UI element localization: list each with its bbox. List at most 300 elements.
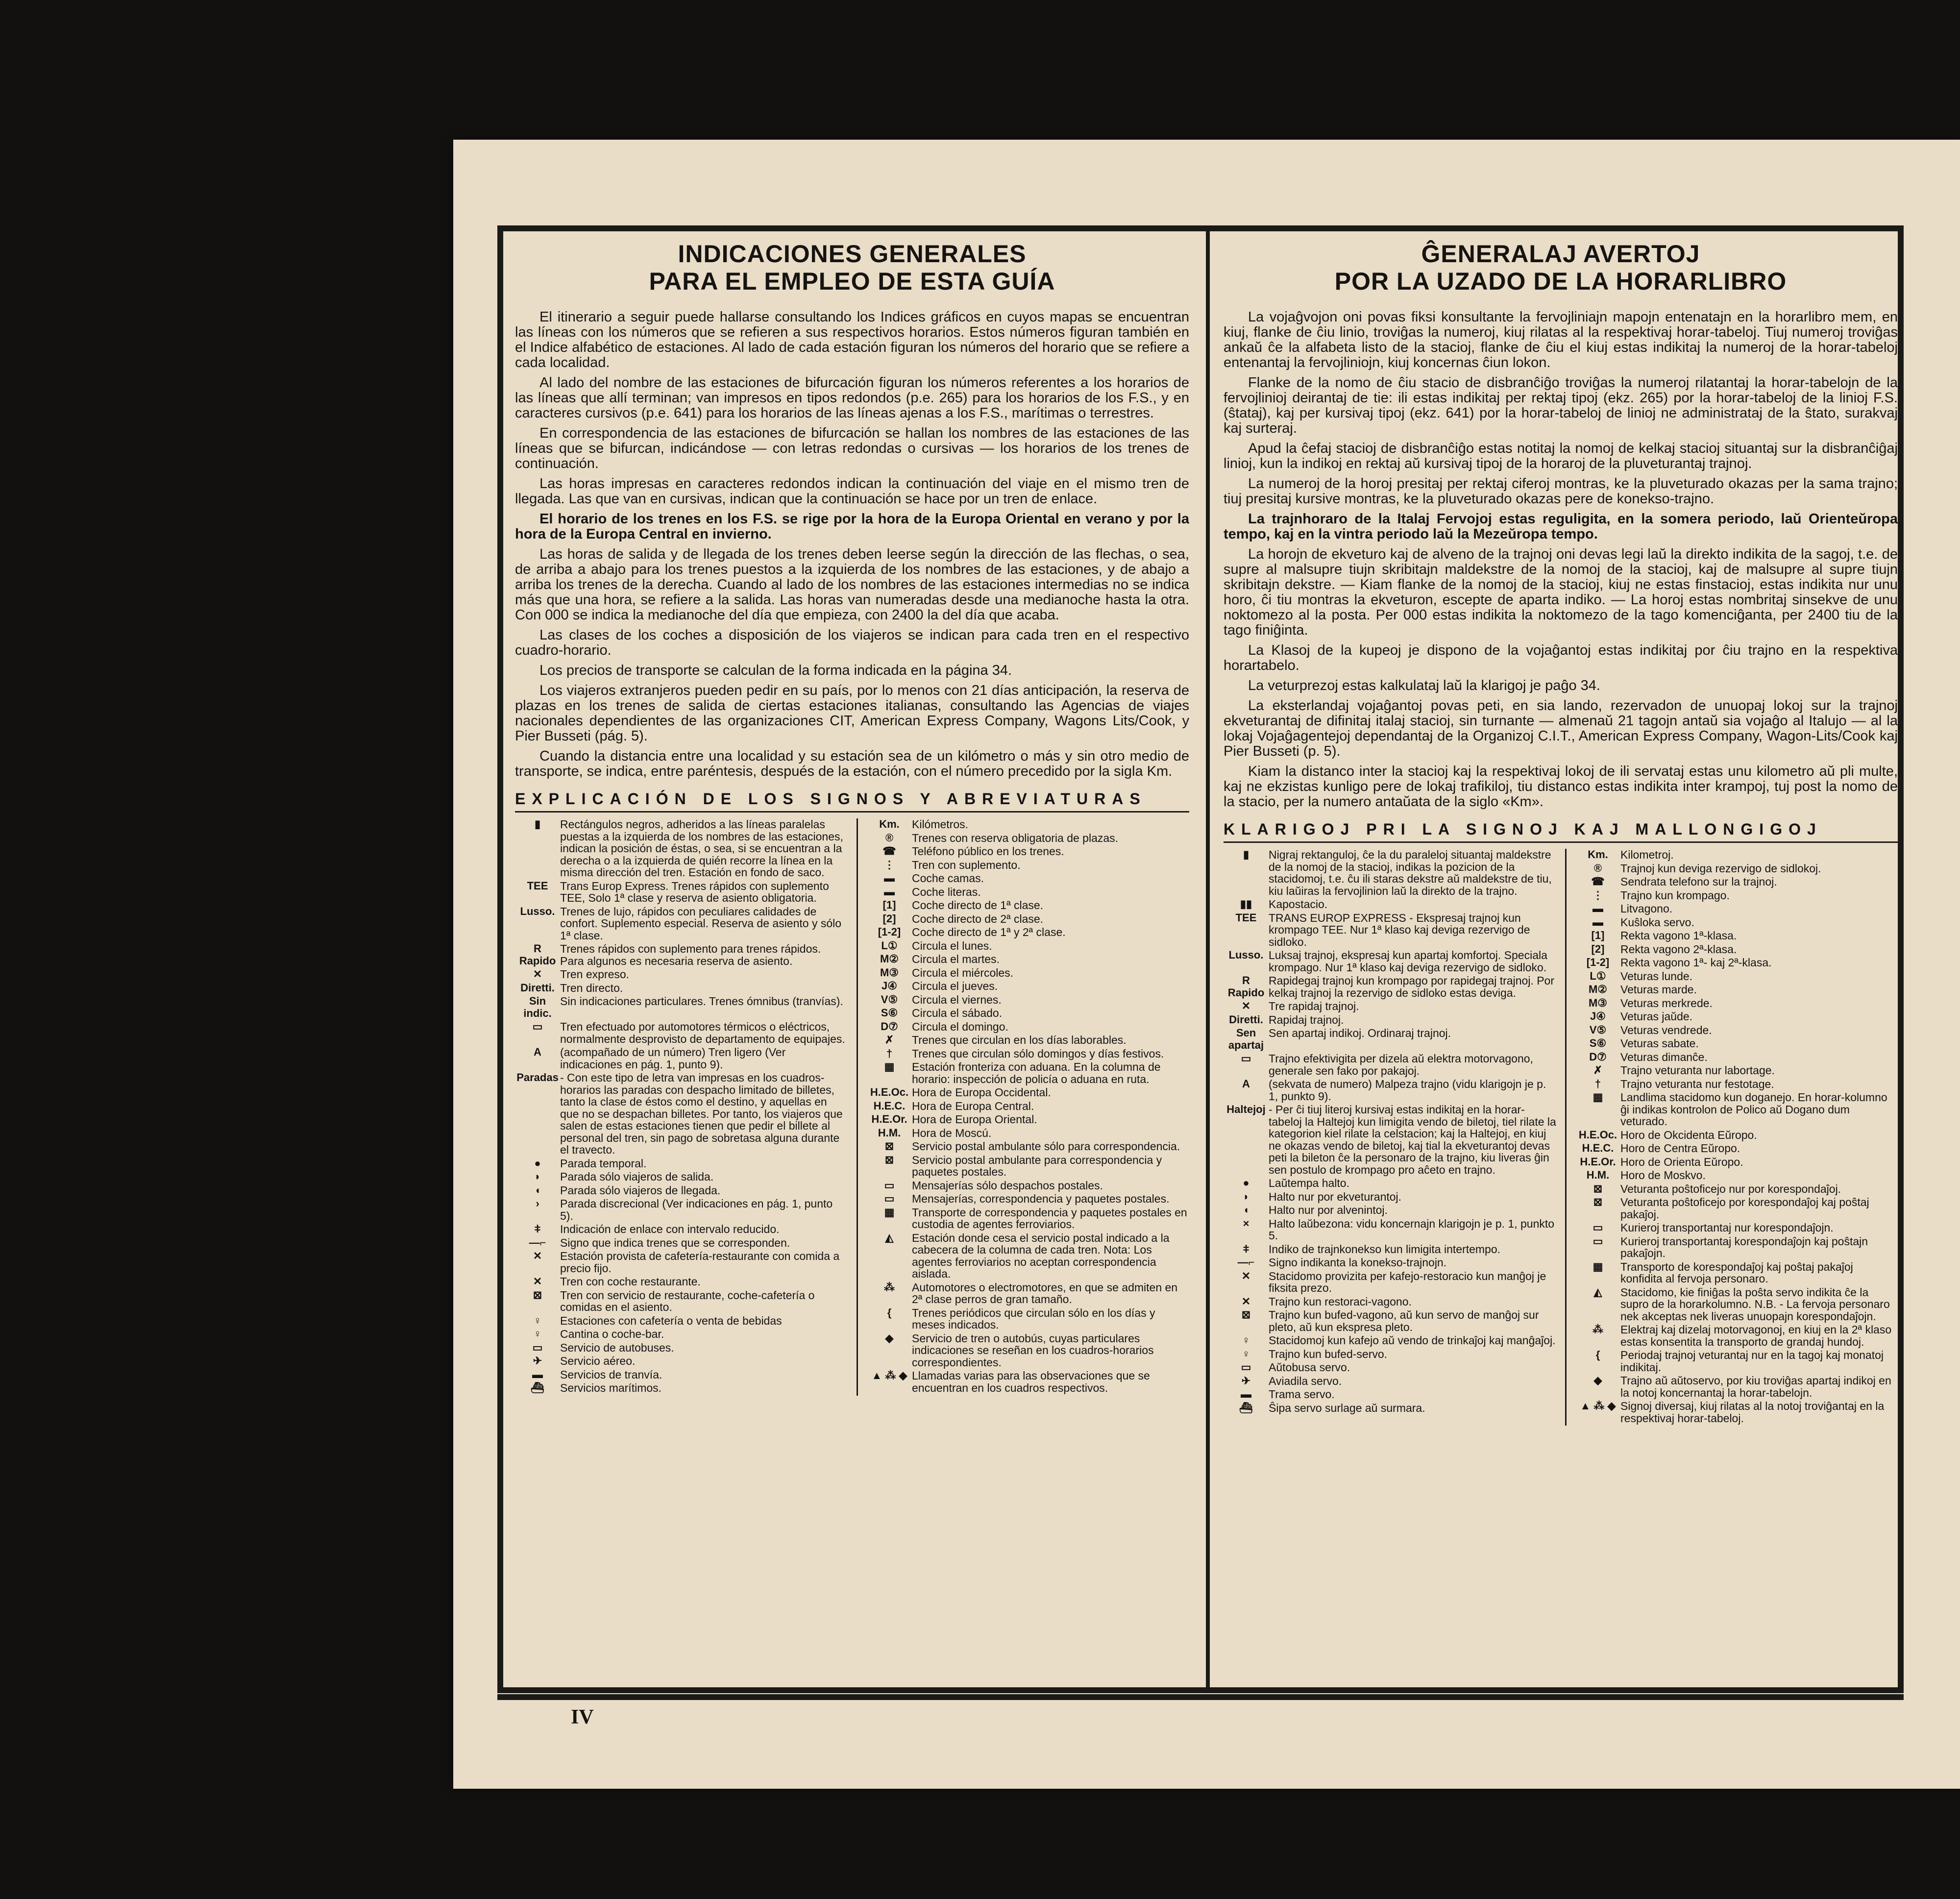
legend-description: (acompañado de un número) Tren ligero (Ver indicaciones en pág. 1, punto 9). [560, 1046, 786, 1071]
legend-description: Coche directo de 2ª clase. [912, 912, 1044, 925]
esperanto-column [1224, 231, 1898, 1687]
legend-description: Hora de Moscú. [912, 1126, 992, 1139]
legend-description: Veturas lunde. [1620, 969, 1693, 983]
spanish-title-line-2: PARA EL EMPLEO DE ESTA GUÍA [649, 268, 1055, 295]
legend-description: Sendrata telefono sur la trajnoj. [1620, 875, 1777, 888]
legend-entry [1224, 912, 1556, 948]
legend-entry [1575, 1196, 1898, 1220]
legend-entry [867, 1061, 1189, 1085]
legend-description: Servicio aéreo. [560, 1355, 636, 1367]
legend-symbol: Sen apartaj [1228, 1027, 1264, 1051]
legend-entry [1224, 1177, 1556, 1189]
legend-description: Kuŝloka servo. [1620, 915, 1694, 929]
legend-symbol: M② [1588, 983, 1608, 995]
legend-symbol: † [1594, 1077, 1601, 1090]
legend-entry [1224, 1078, 1556, 1102]
legend-entry [1224, 1375, 1556, 1387]
legend-symbol: ⋮ [884, 858, 895, 871]
paragraph: Al lado del nombre de las estaciones de bifurcación figuran los números referentes a los horarios de las líneas que allí terminan; van impresos en tipos redondos (p.e. 265) para los horarios de los F.S., y en caracteres cursivos (p.e. 641) para los horarios de las líneas ajenas a los F.S., marítimas o terrestres. [515, 375, 1189, 421]
legend-symbol: [2] [882, 912, 896, 925]
legend-symbol: H.M. [878, 1126, 901, 1139]
legend-description: Kilómetros. [912, 818, 969, 831]
paragraph: Los precios de transporte se calculan de la forma indicada en la página 34. [539, 663, 1012, 678]
legend-symbol: —⌐ [529, 1236, 546, 1249]
legend-entry [867, 1370, 1189, 1394]
column-divider [1206, 231, 1210, 1687]
legend-symbol: ✕ [533, 1275, 542, 1287]
spanish-signs-left [515, 818, 858, 1396]
legend-symbol: ▭ [1241, 1052, 1251, 1064]
legend-symbol: ◭ [885, 1231, 894, 1244]
legend-description: Tre rapidaj trajnoj. [1269, 1000, 1359, 1012]
legend-symbol: ▬ [1592, 915, 1603, 928]
legend-symbol: M③ [880, 966, 899, 979]
legend-symbol: ▦ [1592, 1260, 1603, 1273]
legend-symbol: ▭ [532, 1020, 543, 1033]
legend-entry [867, 899, 1189, 912]
legend-symbol: H.E.Or. [871, 1113, 907, 1125]
legend-description: Hora de Europa Oriental. [912, 1113, 1037, 1126]
legend-symbol: Diretti. [1229, 1013, 1263, 1026]
legend-symbol: ✕ [1241, 1269, 1251, 1282]
legend-description: Trajno aŭ aŭtoservo, por kiu troviĝas apartaj indikoj en la notoj koncernantaj la horar-tabelojn. [1620, 1374, 1891, 1399]
legend-symbol: ▬ [1241, 1388, 1251, 1400]
legend-symbol: ⊠ [1241, 1308, 1251, 1321]
legend-entry [1224, 849, 1556, 897]
paragraph: Flanke de la nomo de ĉiu stacio de disbranĉiĝo troviĝas la numeroj rilatantaj la horar-tabelojn de la fervojlinioj deirantaj de tie: ili estas indikitaj per rektaj tipoj (ekz. 265) por la horar-tabeloj de la linioj F.S. (ŝtataj), kaj per kursivaj tipoj (ekz. 641) por la horar-tabeloj de linioj ne administrataj de la ŝtato, surakvaj kaj surteraj. [1224, 375, 1898, 436]
spanish-column [515, 231, 1189, 1687]
legend-description: Parada temporal. [560, 1157, 647, 1170]
legend-entry [867, 832, 1189, 844]
legend-entry [1575, 903, 1898, 915]
legend-symbol: H.E.Oc. [1578, 1128, 1617, 1141]
legend-symbol: ▬ [884, 872, 895, 884]
legend-entry [867, 1282, 1189, 1306]
legend-entry [515, 1276, 848, 1288]
legend-entry [515, 1250, 848, 1274]
legend-description: Trajno efektivigita per dizela aŭ elektra motorvagono, generale sen fako por pakajoj. [1269, 1052, 1533, 1077]
legend-symbol: ⊠ [533, 1288, 542, 1301]
legend-symbol: —⌐ [1237, 1256, 1255, 1268]
legend-entry [867, 872, 1189, 885]
legend-entry [867, 1034, 1189, 1046]
legend-description: Landlima stacidomo kun doganejo. En horar-kolumno ĝi indikas kontrolon de Polico aŭ Dogano dum veturado. [1620, 1091, 1887, 1128]
legend-description: Circula el viernes. [912, 993, 1002, 1006]
legend-description: Nigraj rektanguloj, ĉe la du paraleloj situantaj maldekstre de la nomoj de la stacioj, indikas la pozicion de la stacidomoj, t.e. ĉu ili staras dekstre aŭ maldekstre de tiu, kiu laŭiras la fervojlinion laŭ la direkto de la trajno. [1269, 848, 1552, 897]
legend-symbol: H.E.Or. [1580, 1155, 1616, 1168]
legend-symbol: ✈ [533, 1355, 542, 1367]
legend-entry [1575, 1156, 1898, 1168]
legend-description: Llamadas varias para las observaciones que se encuentran en los cuadros respectivos. [912, 1369, 1150, 1394]
legend-symbol: ▭ [1592, 1221, 1603, 1233]
legend-entry [515, 1223, 848, 1235]
legend-symbol: M③ [1588, 996, 1608, 1009]
legend-description: Aviadila servo. [1269, 1374, 1342, 1387]
legend-symbol: ⊠ [1593, 1196, 1603, 1208]
legend-description: Servicios de tranvía. [560, 1368, 662, 1381]
legend-symbol: ☎ [882, 845, 896, 857]
legend-symbol: ▲ ⁂ ◆ [871, 1369, 907, 1381]
legend-description: Trama servo. [1269, 1388, 1335, 1401]
legend-entry [515, 880, 848, 904]
legend-description: Stacidomoj kun kafejo aŭ vendo de trinkaĵoj kaj manĝaĵoj. [1269, 1334, 1556, 1347]
legend-symbol: ▬ [1592, 902, 1603, 914]
legend-description: Ŝipa servo surlage aŭ surmara. [1269, 1401, 1425, 1414]
legend-entry [867, 953, 1189, 965]
legend-description: Trenes de lujo, rápidos con peculiares calidades de confort. Suplemento especial. Reserva de asiento y sólo 1ª clase. [560, 905, 842, 942]
legend-entry [867, 1232, 1189, 1280]
legend-entry [515, 1382, 848, 1394]
esperanto-signs-left [1224, 849, 1567, 1426]
legend-description: Veturas vendrede. [1620, 1023, 1712, 1036]
legend-symbol: ✗ [884, 1034, 894, 1046]
legend-symbol: ⊠ [1593, 1182, 1603, 1195]
legend-entry [1224, 1270, 1556, 1294]
esperanto-signs-heading: KLARIGOJ PRI LA SIGNOJ KAJ MALLONGIGOJ [1224, 820, 1898, 843]
legend-description: Estación fronteriza con aduana. En la columna de horario: inspección de policía o aduana en ruta. [912, 1060, 1161, 1085]
legend-description: Trajno veturanta nur labortage. [1620, 1064, 1775, 1077]
legend-description: Trenes rápidos con suplemento para trenes rápidos. Para algunos es necesaria reserva de asiento. [560, 942, 821, 967]
legend-entry [1575, 1286, 1898, 1323]
legend-entry [867, 886, 1189, 898]
legend-description: Stacidomo provizita per kafejo-restoracio kun manĝoj je fiksita prezo. [1269, 1269, 1546, 1294]
legend-entry [867, 1140, 1189, 1153]
paragraph: La veturprezoj estas kalkulataj laŭ la klarigoj je paĝo 34. [1248, 678, 1600, 693]
legend-symbol: ▮▮ [1240, 898, 1252, 910]
legend-symbol: ▮ [1243, 848, 1250, 861]
legend-entry [515, 968, 848, 981]
legend-description: Estaciones con cafetería o venta de bebidas [560, 1314, 782, 1327]
legend-symbol: † [886, 1047, 893, 1060]
legend-entry [867, 1048, 1189, 1060]
legend-entry [1575, 876, 1898, 888]
legend-entry [867, 818, 1189, 831]
legend-description: Coche directo de 1ª y 2ª clase. [912, 926, 1066, 938]
legend-entry [1575, 997, 1898, 1010]
legend-description: Litvagono. [1620, 902, 1673, 915]
legend-entry [1575, 1235, 1898, 1259]
paragraph: La trajnhoraro de la Italaj Fervojoj estas reguligita, en la somera periodo, laŭ Orienteŭropa tempo, kaj en la vintra periodo laŭ la Mezeŭropa tempo. [1224, 511, 1898, 542]
legend-entry [867, 1207, 1189, 1231]
legend-description: Elektraj kaj dizelaj motorvagonoj, en kiuj en la 2ª klaso estas konsentita la transporto de grandaj hundoj. [1620, 1323, 1892, 1348]
legend-symbol: Lusso. [520, 905, 555, 917]
legend-description: Parada discrecional (Ver indicaciones en pág. 1, punto 5). [560, 1197, 833, 1222]
legend-entry [867, 994, 1189, 1006]
legend-entry [1575, 1091, 1898, 1128]
legend-symbol: H.E.Oc. [870, 1086, 909, 1098]
legend-description: Transporte de correspondencia y paquetes postales en custodia de agentes ferroviarios. [912, 1206, 1187, 1231]
legend-symbol: Haltejoj [1226, 1103, 1266, 1115]
legend-description: Circula el sábado. [912, 1007, 1003, 1019]
legend-symbol: ♀ [533, 1314, 542, 1327]
legend-description: Coche directo de 1ª clase. [912, 899, 1044, 912]
legend-description: Laŭtempa halto. [1269, 1177, 1349, 1189]
legend-entry [515, 1237, 848, 1249]
legend-symbol: ▲ ⁂ ◆ [1580, 1400, 1616, 1412]
legend-symbol: ◭ [1593, 1285, 1602, 1298]
legend-description: Circula el miércoles. [912, 966, 1014, 979]
paragraph: Apud la ĉefaj stacioj de disbranĉiĝo estas notitaj la nomoj de kelkaj stacioj situantaj sur la disbranĉiĝaj linioj, kun la indikoj en rektaj aŭ kursivaj tipoj de la horaroj de la pluveturantaj trajnoj. [1224, 441, 1898, 471]
legend-symbol: ♀ [1242, 1334, 1250, 1346]
legend-entry [1575, 1037, 1898, 1050]
legend-symbol: ● [534, 1157, 541, 1169]
legend-entry [1224, 975, 1556, 999]
legend-description: Servicios marítimos. [560, 1381, 662, 1394]
legend-symbol: H.M. [1586, 1169, 1610, 1181]
bottom-rule [497, 1694, 1904, 1700]
legend-entry [515, 1198, 848, 1222]
paragraph: El horario de los trenes en los F.S. se rige por la hora de la Europa Oriental en verano y por la hora de la Europa Central en invierno. [515, 511, 1189, 542]
legend-symbol: ▭ [1241, 1361, 1251, 1373]
legend-entry [867, 940, 1189, 952]
legend-symbol: ◗ [1243, 1190, 1250, 1203]
legend-description: Trenes que circulan en los días laborables. [912, 1034, 1127, 1046]
legend-entry [1224, 1388, 1556, 1401]
legend-description: Veturanta poŝtoficejo por korespondaĵoj kaj poŝtaj pakaĵoj. [1620, 1196, 1869, 1221]
paragraph: Kiam la distanco inter la stacioj kaj la respektivaj lokoj de ili servataj estas unu kilometro aŭ pli multe, kaj ne ekzistas kunligo pere de lokaj trafikiloj, tiu distanco estas indikita inter krampoj, tuj post la nomo de la stacio, per la numero antaŭata de la siglo «Km». [1224, 764, 1898, 810]
legend-symbol: ⛴ [531, 1381, 544, 1394]
legend-symbol: ⋮ [1592, 888, 1603, 901]
document-page [453, 140, 1960, 1789]
legend-entry [1575, 849, 1898, 861]
legend-description: Kurieroj transportantaj korespondaĵojn kaj poŝtajn pakaĵojn. [1620, 1234, 1868, 1259]
page-number: IV [571, 1706, 594, 1728]
legend-entry [1224, 949, 1556, 973]
legend-symbol: Sin indic. [523, 995, 552, 1019]
legend-description: Servicio postal ambulante sólo para correspondencia. [912, 1140, 1180, 1153]
legend-symbol: × [1243, 1217, 1250, 1230]
legend-description: Trajno kun krompago. [1620, 888, 1730, 902]
legend-description: Tren con coche restaurante. [560, 1275, 701, 1288]
legend-description: Tren directo. [560, 981, 623, 994]
legend-symbol: ⊠ [884, 1153, 894, 1166]
paragraph: Las clases de los coches a disposición de los viajeros se indican para cada tren en el respectivo cuadro-horario. [515, 627, 1189, 658]
legend-description: Cantina o coche-bar. [560, 1328, 664, 1340]
legend-symbol: V⑤ [1589, 1023, 1607, 1036]
legend-entry [1224, 1402, 1556, 1414]
legend-symbol: A [534, 1046, 541, 1058]
legend-entry [1224, 1348, 1556, 1360]
legend-entry [1224, 1243, 1556, 1256]
legend-description: Horo de Centra Eŭropo. [1620, 1142, 1740, 1155]
spanish-signs-list [515, 818, 1189, 1396]
legend-entry [1575, 1183, 1898, 1195]
legend-entry [867, 926, 1189, 938]
legend-symbol: Lusso. [1228, 949, 1264, 961]
legend-entry [867, 1180, 1189, 1192]
legend-description: Luksaj trajnoj, ekspresaj kun apartaj komfortoj. Speciala krompago. Nur 1ª klaso kaj deviga rezervigo de sidloko. [1269, 949, 1547, 974]
legend-symbol: R Rapido [519, 942, 556, 967]
legend-description: Halto laŭbezona: vidu koncernajn klarigojn je p. 1, punkto 5. [1269, 1217, 1555, 1242]
legend-description: Indiko de trajnkonekso kun limigita intertempo. [1269, 1242, 1501, 1256]
legend-description: TRANS EUROP EXPRESS - Ekspresaj trajnoj kun krompago TEE. Nur 1ª klaso kaj deviga rezervigo de sidloko. [1269, 911, 1530, 948]
page-frame [497, 225, 1904, 1693]
spanish-intro [515, 310, 1189, 779]
legend-entry [515, 1158, 848, 1170]
legend-symbol: J④ [1590, 1010, 1606, 1022]
legend-entry [1224, 1296, 1556, 1308]
legend-description: Signo indikanta la konekso-trajnojn. [1269, 1256, 1447, 1269]
legend-symbol: A [1242, 1078, 1250, 1090]
legend-symbol: R Rapido [1227, 974, 1265, 999]
legend-symbol: ◗ [534, 1170, 541, 1183]
legend-entry [1224, 1027, 1556, 1051]
legend-entry [515, 982, 848, 994]
legend-description: Mensajerías sólo despachos postales. [912, 1179, 1103, 1192]
legend-description: Indicación de enlace con intervalo reducido. [560, 1223, 780, 1235]
legend-description: Horo de Orienta Eŭropo. [1620, 1155, 1743, 1168]
legend-entry [1575, 889, 1898, 902]
legend-symbol: [1] [1591, 929, 1605, 941]
legend-entry [1224, 1053, 1556, 1077]
legend-symbol: ✗ [1593, 1064, 1603, 1076]
legend-symbol: Km. [879, 818, 900, 830]
legend-description: Servicio de autobuses. [560, 1341, 674, 1354]
legend-description: Rapidegaj trajnoj kun krompago por rapidegaj trajnoj. Por kelkaj trajnoj la rezervigo de sidloko estas deviga. [1269, 974, 1555, 999]
legend-description: Trenes con reserva obligatoria de plazas. [912, 831, 1119, 844]
legend-description: Circula el lunes. [912, 939, 992, 952]
esperanto-signs-right [1567, 849, 1898, 1426]
paragraph: La numeroj de la horoj presitaj per rektaj ciferoj montras, ke la pluveturado okazas per la sama trajno; tiuj presitaj kursive montras, ke la pluveturado okazas pere de konekso-trajno. [1224, 476, 1898, 507]
legend-description: Rekta vagono 1ª-klasa. [1620, 929, 1737, 942]
paragraph: Las horas de salida y de llegada de los trenes deben leerse según la dirección de las flechas, o sea, de arriba a abajo para los trenes puestos a la izquierda de los nombres de las estaciones, y de abajo a arriba los trenes de la derecha. Cuando al lado de los nombres de las estaciones intermedias no se indica más que una hora, se refiere a la salida. Las horas van numeradas desde una medianoche hasta la otra. Con 000 se indica la medianoche del día que empieza, con 2400 la del día que acaba. [515, 546, 1189, 623]
legend-description: (sekvata de numero) Malpeza trajno (vidu klarigojn je p. 1, punkto 9). [1269, 1078, 1546, 1103]
legend-symbol: ▦ [884, 1206, 895, 1218]
legend-description: Kilometroj. [1620, 848, 1674, 861]
legend-symbol: TEE [527, 879, 548, 892]
legend-description: Tren efectuado por automotores térmicos o eléctricos, normalmente desprovisto de departamento de equipajes. [560, 1020, 845, 1045]
legend-entry [1575, 1051, 1898, 1063]
legend-entry [515, 906, 848, 942]
legend-description: Coche camas. [912, 872, 984, 885]
legend-entry [1575, 970, 1898, 983]
legend-symbol: [2] [1591, 942, 1605, 955]
legend-entry [515, 1046, 848, 1070]
legend-symbol: { [1595, 1349, 1600, 1361]
legend-description: Veturas jaŭde. [1620, 1010, 1693, 1023]
legend-entry [1224, 1191, 1556, 1203]
legend-description: Estación provista de cafetería-restaurante con comida a precio fijo. [560, 1250, 840, 1275]
legend-description: Halto nur por ekveturantoj. [1269, 1190, 1402, 1203]
legend-description: Periodaj trajnoj veturantaj nur en la tagoj kaj monatoj indikitaj. [1620, 1349, 1884, 1374]
legend-symbol: ® [885, 831, 894, 844]
legend-symbol: ▭ [884, 1192, 895, 1205]
legend-symbol: M② [880, 953, 899, 965]
esperanto-title [1224, 240, 1898, 295]
legend-description: Veturas sabate. [1620, 1037, 1699, 1050]
legend-description: Parada sólo viajeros de llegada. [560, 1184, 721, 1197]
legend-description: Trajnoj kun deviga rezervigo de sidlokoj. [1620, 862, 1821, 875]
legend-entry [515, 1184, 848, 1197]
paragraph: La Klasoj de la kupeoj je dispono de la vojaĝantoj estas indikitaj por ĉiu trajno en la respektiva horartabelo. [1224, 642, 1898, 673]
legend-description: Trajno kun bufed-servo. [1269, 1347, 1388, 1360]
legend-description: Mensajerías, correspondencia y paquetes postales. [912, 1192, 1170, 1205]
legend-entry [1575, 957, 1898, 969]
legend-description: Trenes que circulan sólo domingos y días festivos. [912, 1047, 1164, 1060]
legend-symbol: ▮ [534, 818, 541, 830]
legend-symbol: ▬ [532, 1368, 543, 1381]
legend-symbol: ✕ [1241, 1000, 1251, 1012]
legend-entry [1575, 916, 1898, 929]
legend-entry [1575, 1222, 1898, 1234]
legend-description: Trenes periódicos que circulan sólo en los días y meses indicados. [912, 1306, 1155, 1331]
legend-description: Parada sólo viajeros de salida. [560, 1170, 714, 1183]
legend-description: Circula el martes. [912, 953, 1000, 965]
legend-description: Signoj diversaj, kiuj rilatas al la notoj troviĝantaj en la respektivaj horar-tabeloj. [1620, 1400, 1885, 1425]
legend-entry [1224, 1334, 1556, 1347]
paragraph: En correspondencia de las estaciones de bifurcación se hallan los nombres de las estaciones de las líneas que se bifurcan, indicándose — con letras redondas o cursivas — los horarios de los trenes de continuación. [515, 425, 1189, 471]
esperanto-title-line-2: POR LA UZADO DE LA HORARLIBRO [1334, 268, 1787, 295]
legend-description: Sen apartaj indikoj. Ordinaraj trajnoj. [1269, 1027, 1451, 1039]
legend-entry [515, 1289, 848, 1313]
legend-symbol: ♀ [1242, 1347, 1250, 1360]
legend-symbol: ⁂ [884, 1281, 895, 1293]
legend-symbol: ☎ [1591, 875, 1605, 888]
legend-entry [1575, 1011, 1898, 1023]
legend-symbol: ◖ [534, 1184, 541, 1196]
legend-description: Tren expreso. [560, 968, 630, 981]
legend-entry [1224, 1204, 1556, 1216]
legend-entry [1575, 1349, 1898, 1373]
legend-description: - Per ĉi tiuj literoj kursivaj estas indikitaj en la horar-tabeloj la Haltejoj kun limigita vendo de biletoj, tiel rilate la kategorion kiel rilate la celstacion; kaj la Haltejoj, en kiuj ne okazas vendo de biletoj, kaj tial la ekveturantoj devas peti la bileton ĉe la personaro de la trajno, kiu liveras ĝin sen postulo de krompago pro aĉeto en trajno. [1269, 1103, 1556, 1176]
legend-entry [1575, 1375, 1898, 1399]
legend-symbol: ◆ [1593, 1374, 1602, 1386]
spanish-signs-right [858, 818, 1189, 1396]
legend-description: Trans Europ Express. Trenes rápidos con suplemento TEE, Solo 1ª clase y reserva de asiento obligatoria. [560, 879, 829, 904]
legend-entry [515, 943, 848, 967]
legend-description: Signo que indica trenes que se corresponden. [560, 1236, 790, 1249]
legend-description: Halto nur por alvenintoj. [1269, 1204, 1388, 1216]
esperanto-signs-list [1224, 849, 1898, 1426]
legend-symbol: Paradas [516, 1071, 559, 1084]
legend-symbol: ▬ [884, 885, 895, 898]
legend-entry [867, 1007, 1189, 1019]
legend-symbol: ⛴ [1239, 1401, 1253, 1414]
legend-description: Trajno kun restoraci-vagono. [1269, 1295, 1412, 1308]
legend-symbol: ✈ [1241, 1374, 1251, 1387]
legend-entry [1224, 1361, 1556, 1374]
legend-entry [867, 859, 1189, 871]
legend-symbol: ▦ [1592, 1091, 1603, 1103]
legend-entry [1575, 1169, 1898, 1182]
legend-symbol: ® [1593, 862, 1602, 874]
legend-entry [515, 1021, 848, 1045]
paragraph: La eksterlandaj vojaĝantoj povas peti, en sia lando, rezervadon de unuopaj lokoj sur la trajnoj ekveturantaj de difinitaj italaj stacioj, sin turnante — almenaŭ 21 tagojn antaŭ sia vojaĝo al Italujo — al la lokaj Vojaĝagentejoj dependantaj de la Organizoj C.I.T., American Express Company, Wagon-Lits/Cook kaj Pier Busseti (p. 5). [1224, 698, 1898, 759]
legend-entry [867, 980, 1189, 992]
legend-entry [1575, 1064, 1898, 1077]
legend-description: Sin indicaciones particulares. Trenes ómnibus (tranvías). [560, 995, 843, 1008]
spanish-title-line-1: INDICACIONES GENERALES [678, 240, 1027, 268]
legend-entry [515, 1328, 848, 1340]
legend-entry [1575, 1400, 1898, 1424]
legend-entry [1224, 898, 1556, 911]
legend-description: - Con este tipo de letra van impresas en los cuadros-horarios las paradas con despacho limitado de billetes, tanto la clase de éstos como el destino, y aquellas en que no se despachan billetes. Por tanto, los viajeros que salen de estas estaciones tienen que pedir el billete al personal del tren, sin pago de sobretasa alguna durante el travecto. [560, 1071, 843, 1156]
legend-entry [867, 845, 1189, 858]
legend-description: Rekta vagono 2ª-klasa. [1620, 942, 1737, 956]
legend-entry [867, 913, 1189, 925]
legend-entry [1224, 1000, 1556, 1012]
legend-description: Stacidomo, kie finiĝas la poŝta servo indikita ĉe la supro de la horarkolumno. N.B. - La fervoja personaro nek akceptas nek liveras unuopajn korespondaĵojn. [1620, 1285, 1890, 1323]
legend-entry [1575, 984, 1898, 996]
paragraph: Los viajeros extranjeros pueden pedir en su país, por lo menos con 21 días anticipación, la reserva de plazas en los trenes de salida de ciertas estaciones italianas, consultando las Agencias de viajes nacionales dependientes de las organizaciones CIT, American Express Company, Wagons Lits/Cook, y Pier Busseti (pág. 5). [515, 683, 1189, 744]
legend-symbol: S⑥ [881, 1007, 898, 1019]
legend-entry [515, 1072, 848, 1156]
legend-symbol: ǂ [1243, 1242, 1250, 1255]
legend-description: Veturas merkrede. [1620, 996, 1713, 1010]
legend-entry [867, 1086, 1189, 1099]
legend-description: Rapidaj trajnoj. [1269, 1013, 1344, 1026]
legend-description: Kurieroj transportantaj nur korespondaĵojn. [1620, 1221, 1834, 1234]
